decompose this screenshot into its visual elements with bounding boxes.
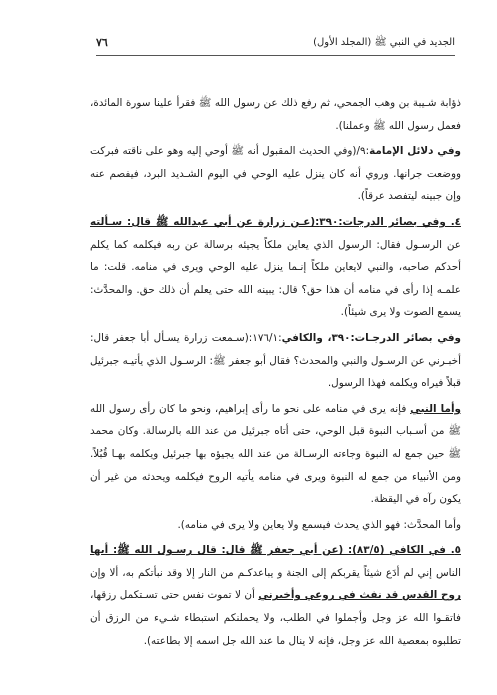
paragraph-text: ذؤابة شـيبة بن وهب الجمحي، ثم رفع ذلك عن رسول الله ﷺ فقرأ علينا سورة المائدة، فعمل رسول الله ﷺ وعملنا). [90, 97, 461, 132]
paragraph-text: وأما المحدَّث: فهو الذي يحدث فيسمع ولا يعاين ولا يرى في منامه). [177, 518, 461, 531]
paragraph-text: أن لا تموت نفس حتى تسـتكمل رزقها، فاتقـوا الله عز وجل وأجملوا في الطلب، ولا يحملنكم استبطاء شـيء من الرزق أن تطلبوه بمعصية الله عز وجل، فإنه لا ينال ما عند الله جل اسمه إلا بطاعته). [90, 589, 461, 647]
paragraph-7 [90, 539, 461, 652]
paragraph-6 [90, 514, 461, 537]
hadith-heading: ٤. وفي بصائر الدرجات:٣٩٠:(عـن زرارة عن أبي عبدالله ﷺ قال: سـألته [90, 215, 461, 228]
hadith-heading: ٥. في الكافي [389, 544, 461, 557]
paragraph-5 [90, 398, 461, 511]
paragraph-text: عن الرسـول فقال: الرسول الذي يعاين ملكاً يجيئه برسالة عن ربه فيكلمه كما يكلم أحدكم صاحبه، والنبي لايعاين ملكاً إنـما ينزل عليه الوحي ويرى في منامه. قلت: ما علمـه إذا رأى في منامه أن هذا حق؟ قال: يبينه الله حتى يعلم أن ذلك حق. والمحدَّث: يسمع الصوت ولا يرى شيئاً). [90, 238, 461, 319]
page-body [90, 92, 461, 655]
paragraph-text: :١٧٦/١:(سـمعت زرارة يسـأل أبا جعفر قال: أخبـرني عن الرسـول والنبي والمحدث؟ فقال أبو جعفر ﷺ: الرسـول الذي يأتيـه جبرئيل قبلاً فيراه ويكلمه فهذا الرسول. [90, 331, 461, 390]
section-lead: وأما النبي [410, 402, 461, 415]
source-reference: وفي دلائل الإمامة [369, 145, 462, 158]
hadith-heading-ref: (٨٣/٥): (عن أبي جعفر ﷺ قال: قال رسـول الله ﷺ: أيها [90, 544, 390, 557]
emphasized-phrase: روح القدس قد نفث في روعي وأخبرني [258, 589, 461, 602]
paragraph-text: :٩/(وفي الحديث المقبول أنه ﷺ أوحي إليه وهو على ناقته فبركت ووضعت جرانها. وروي أنه كان ينزل عليه الوحي في اليوم الشـديد البرد، فيفصم عنه وإن جبينه ليتفصد عرقاً). [90, 145, 461, 203]
running-title: الجديد في النبي ﷺ (المجلد الأول) [313, 37, 455, 48]
header-rule [96, 55, 455, 56]
paragraph-3 [90, 211, 461, 324]
page-header [96, 36, 455, 50]
paragraph-text: فإنه يرى في منامه على نحو ما رأى إبراهيم، ونحو ما كان رأى رسول الله ﷺ من أسـباب النبوة قبل الوحي، حتى أتاه جبرئيل من عند الله بالرسالة. وكان محمد ﷺ حين جمع له النبوة وجاءته الرسـالة من عند الله يجيؤه بها جبرئيل ويكلمه بهـا قُبُلاً. ومن الأنبياء من جمع له النبوة ويرى في منامه يأتيه الروح فيكلمه ويحدثه من غير أن يكون رآه في اليقظة. [90, 402, 461, 506]
paragraph-2 [90, 140, 461, 208]
paragraph-4 [90, 327, 461, 395]
paragraph-text: الناس إني لم أدَع شيئاً يقربكم إلى الجنة و يباعدكـم من النار إلا وقد نبأتكم به، ألا وإن [90, 566, 461, 579]
paragraph-1 [90, 92, 461, 137]
page-number: ٧٦ [96, 36, 108, 49]
source-reference: وفي بصائر الدرجـات:٣٩٠، والكافي [281, 331, 462, 344]
